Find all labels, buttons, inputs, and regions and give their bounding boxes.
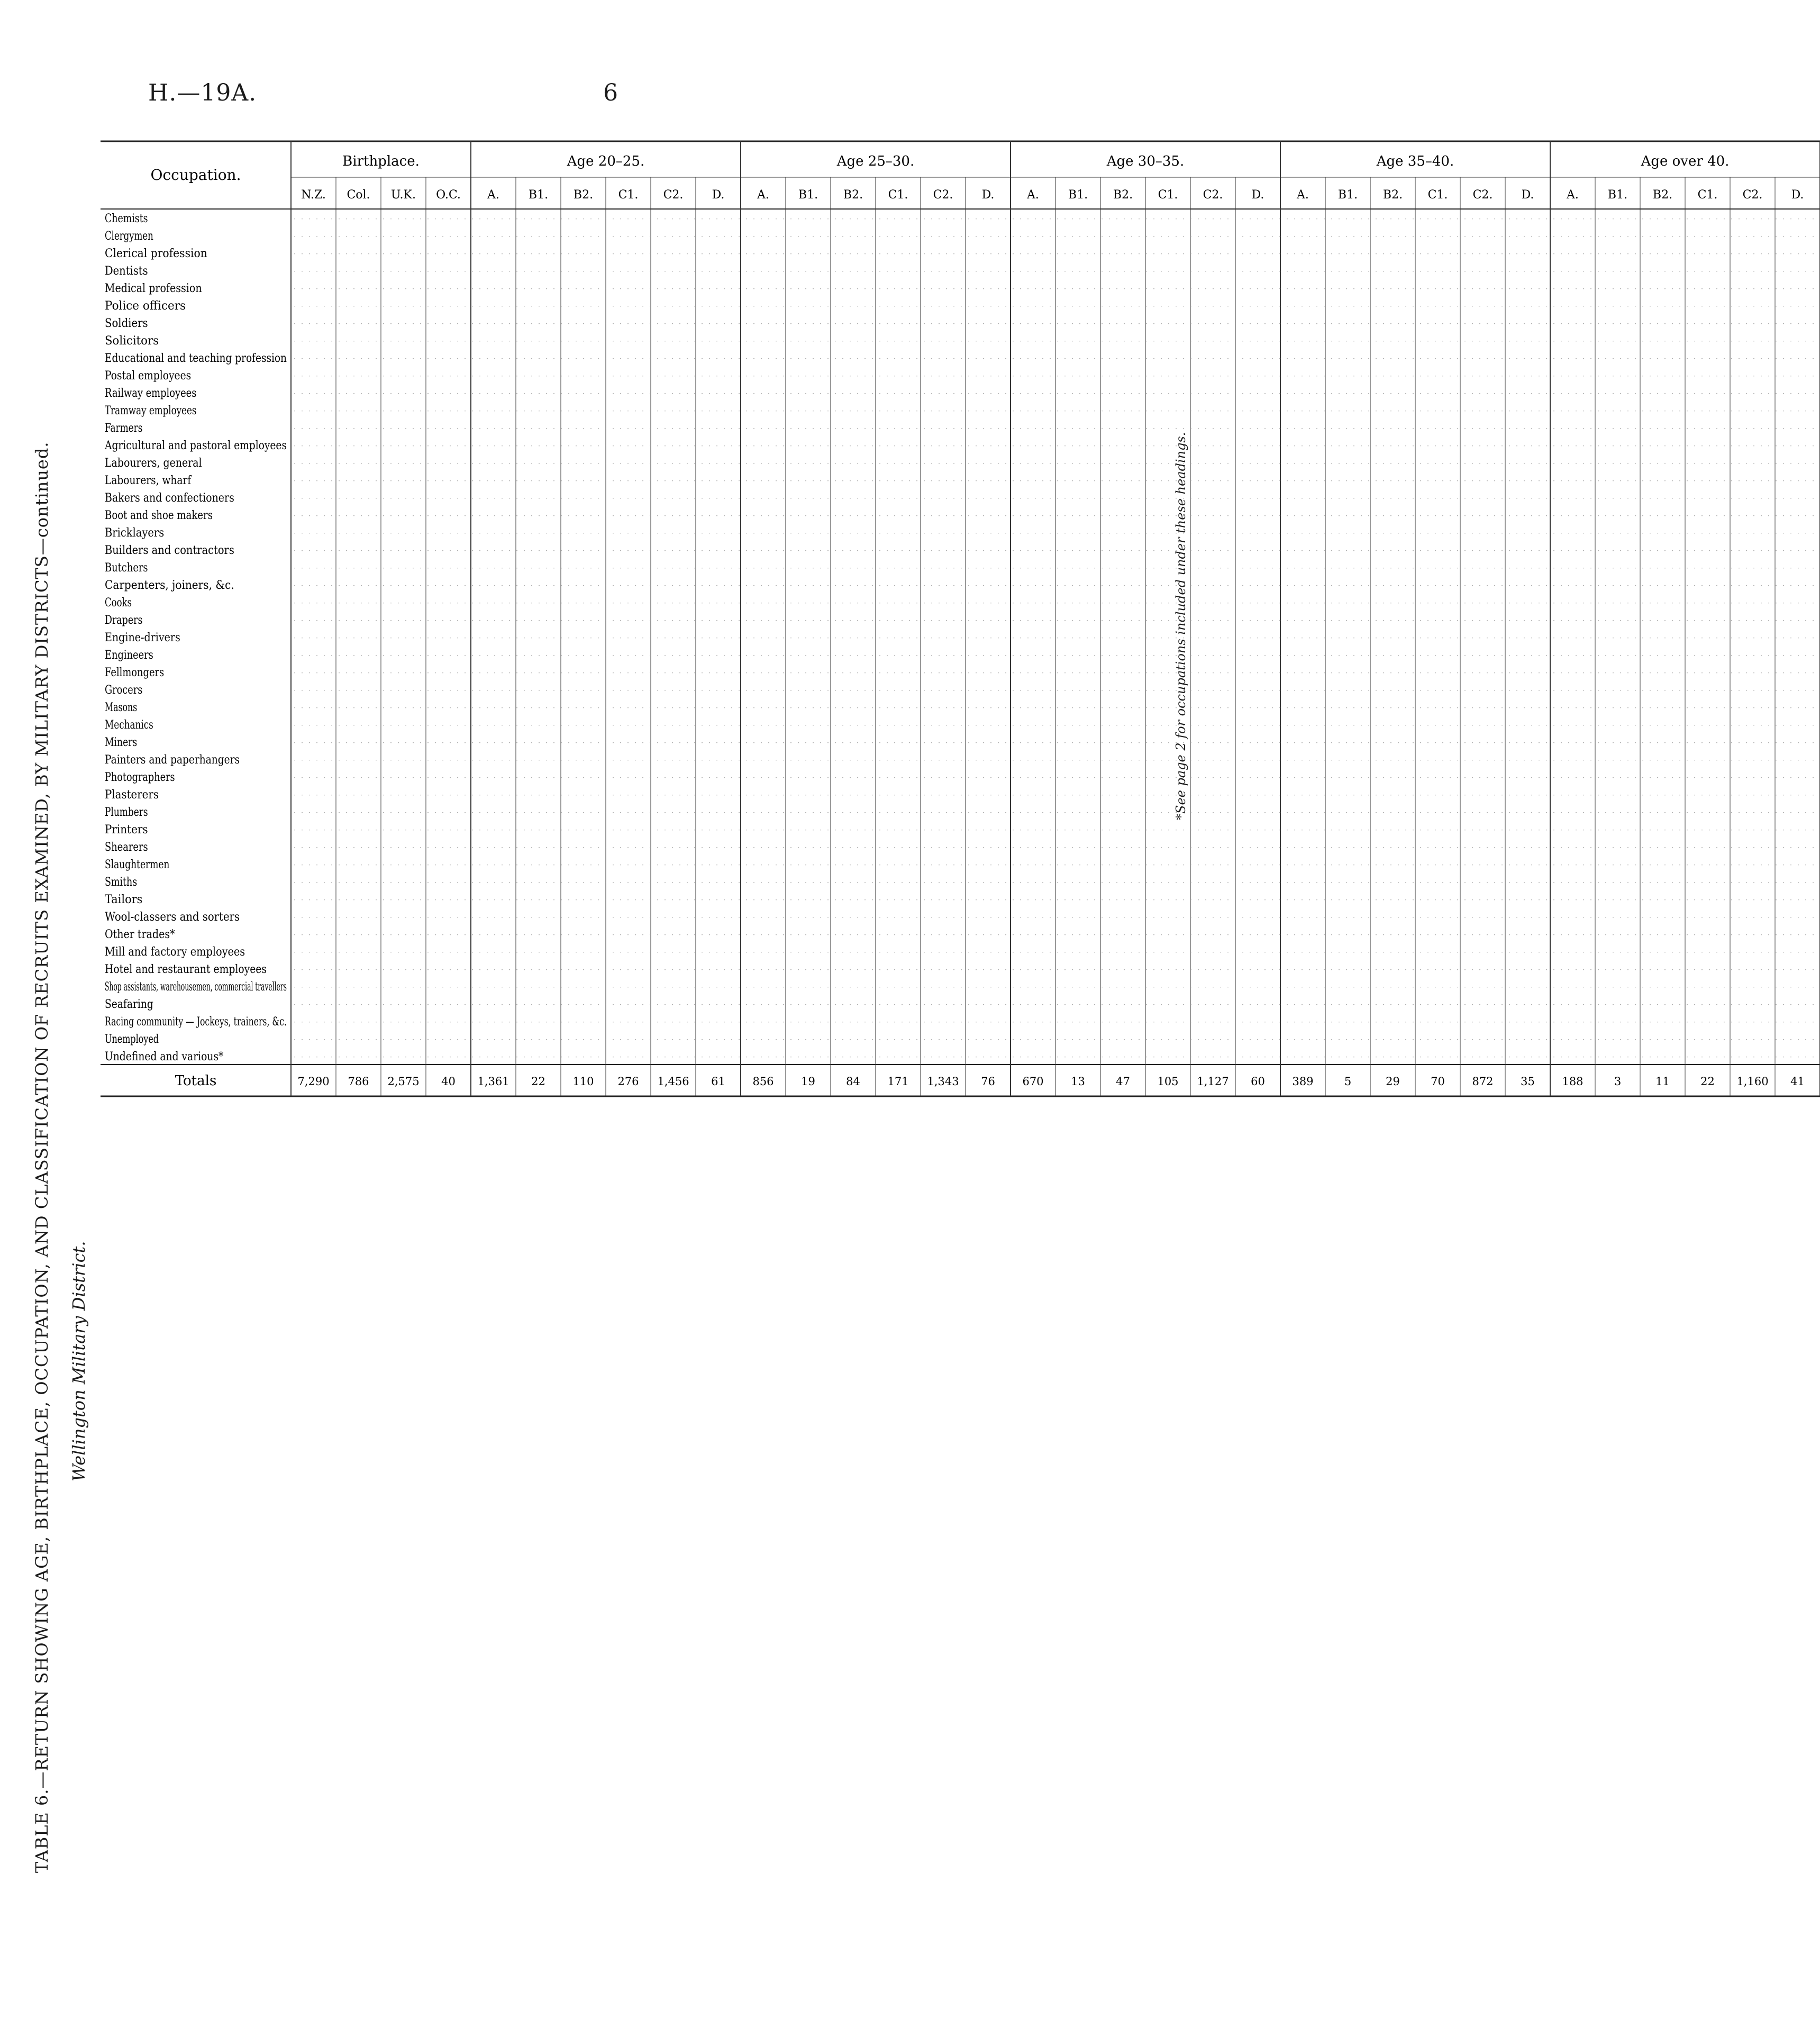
total-cell: 7,290 bbox=[297, 1075, 330, 1088]
class-col-header: C2. bbox=[1742, 188, 1763, 202]
age-group-header: Age over 40. bbox=[1641, 153, 1730, 169]
total-cell: 171 bbox=[887, 1075, 909, 1088]
occupation-row-label: Tailors bbox=[105, 893, 143, 906]
occupation-row-label: Drapers bbox=[105, 613, 143, 627]
occupation-row-label: Unemployed bbox=[105, 1032, 159, 1046]
class-col-header: A. bbox=[1567, 188, 1579, 202]
occupation-header: Occupation. bbox=[150, 166, 241, 184]
occupation-row-label: Engineers bbox=[105, 648, 153, 662]
total-cell: 60 bbox=[1251, 1075, 1265, 1088]
total-cell: 856 bbox=[752, 1075, 774, 1088]
occupation-row-label: Police officers bbox=[105, 299, 186, 313]
class-col-header: B2. bbox=[573, 188, 594, 202]
class-col-header: D. bbox=[712, 188, 725, 202]
occupation-row-label: Painters and paperhangers bbox=[105, 753, 240, 767]
occupation-row-label: Dentists bbox=[105, 264, 148, 278]
occupation-row-label: Railway employees bbox=[105, 386, 197, 400]
document-code: H.—19A. bbox=[148, 79, 257, 106]
occupation-row-label: Soldiers bbox=[105, 316, 148, 330]
class-col-header: D. bbox=[1521, 188, 1534, 202]
class-col-header: B2. bbox=[1652, 188, 1673, 202]
occupation-row-label: Cooks bbox=[105, 596, 132, 610]
occupation-row-label: Masons bbox=[105, 701, 138, 714]
birthplace-col-header: U.K. bbox=[391, 188, 416, 202]
birthplace-col-header: N.Z. bbox=[301, 188, 326, 202]
occupation-row-label: Miners bbox=[105, 735, 138, 749]
class-col-header: D. bbox=[1791, 188, 1804, 202]
total-cell: 61 bbox=[711, 1075, 725, 1088]
total-cell: 3 bbox=[1614, 1075, 1622, 1088]
occupation-row-label: Photographers bbox=[105, 770, 175, 784]
occupation-row-label: Fellmongers bbox=[105, 666, 165, 679]
table-subcaption: Wellington Military District. bbox=[69, 1241, 89, 1481]
total-cell: 22 bbox=[531, 1075, 545, 1088]
occupation-row-label: Labourers, general bbox=[105, 456, 202, 470]
total-cell: 11 bbox=[1655, 1075, 1670, 1088]
footnote: *See page 2 for occupations included under these headings. bbox=[1173, 432, 1188, 820]
occupation-row-label: Boot and shoe makers bbox=[105, 508, 213, 522]
table-caption: TABLE 6.—RETURN SHOWING AGE, BIRTHPLACE, OCCUPATION, AND CLASSIFICATION OF RECRUITS EXAMINED, BY MILITARY DISTRICTS—continued. bbox=[32, 441, 52, 1873]
total-cell: 47 bbox=[1116, 1075, 1130, 1088]
total-cell: 35 bbox=[1521, 1075, 1535, 1088]
total-cell: 76 bbox=[981, 1075, 995, 1088]
class-col-header: D. bbox=[981, 188, 995, 202]
occupation-row-label: Plasterers bbox=[105, 788, 159, 802]
class-col-header: C2. bbox=[933, 188, 953, 202]
occupation-row-label: Bricklayers bbox=[105, 526, 165, 540]
occupation-row-label: Chemists bbox=[105, 212, 148, 225]
class-col-header: C1. bbox=[1697, 188, 1718, 202]
occupation-row-label: Clerical profession bbox=[105, 247, 207, 260]
total-cell: 276 bbox=[617, 1075, 639, 1088]
class-col-header: C1. bbox=[1427, 188, 1448, 202]
class-col-header: B1. bbox=[1068, 188, 1088, 202]
table-svg bbox=[101, 140, 1820, 1168]
birthplace-col-header: Col. bbox=[347, 188, 370, 202]
occupation-row-label: Plumbers bbox=[105, 805, 148, 819]
class-col-header: B1. bbox=[798, 188, 818, 202]
class-col-header: C2. bbox=[1472, 188, 1493, 202]
birthplace-col-header: O.C. bbox=[436, 188, 461, 202]
birthplace-header: Birthplace. bbox=[342, 153, 420, 169]
total-cell: 22 bbox=[1700, 1075, 1715, 1088]
age-group-header: Age 35–40. bbox=[1376, 153, 1454, 169]
class-col-header: A. bbox=[1027, 188, 1039, 202]
occupation-row-label: Slaughtermen bbox=[105, 858, 170, 871]
occupation-row-label: Butchers bbox=[105, 561, 148, 575]
class-col-header: B1. bbox=[528, 188, 549, 202]
occupation-row-label: Builders and contractors bbox=[105, 543, 234, 557]
total-cell: 1,456 bbox=[657, 1075, 689, 1088]
occupation-row-label: Seafaring bbox=[105, 997, 153, 1011]
total-cell: 670 bbox=[1022, 1075, 1044, 1088]
total-cell: 13 bbox=[1071, 1075, 1085, 1088]
occupation-row-label: Shop assistants, warehousemen, commercial travellers bbox=[105, 980, 287, 994]
class-col-header: B2. bbox=[1113, 188, 1133, 202]
total-cell: 1,343 bbox=[927, 1075, 959, 1088]
occupation-row-label: Farmers bbox=[105, 421, 143, 435]
class-col-header: D. bbox=[1251, 188, 1264, 202]
total-cell: 5 bbox=[1344, 1075, 1352, 1088]
occupation-row-label: Smiths bbox=[105, 875, 138, 889]
occupation-row-label: Carpenters, joiners, &c. bbox=[105, 578, 234, 592]
total-cell: 1,361 bbox=[477, 1075, 509, 1088]
age-group-header: Age 25–30. bbox=[836, 153, 915, 169]
class-col-header: C2. bbox=[1203, 188, 1223, 202]
occupation-row-label: Wool-classers and sorters bbox=[105, 910, 240, 924]
class-col-header: B2. bbox=[1382, 188, 1403, 202]
total-cell: 105 bbox=[1157, 1075, 1179, 1088]
occupation-row-label: Mechanics bbox=[105, 718, 153, 732]
class-col-header: B1. bbox=[1607, 188, 1628, 202]
occupation-row-label: Agricultural and pastoral employees bbox=[104, 439, 287, 452]
class-col-header: C2. bbox=[663, 188, 684, 202]
total-cell: 786 bbox=[348, 1075, 369, 1088]
occupation-row-label: Printers bbox=[105, 823, 148, 836]
total-cell: 29 bbox=[1386, 1075, 1400, 1088]
total-cell: 84 bbox=[846, 1075, 860, 1088]
class-col-header: C1. bbox=[618, 188, 639, 202]
class-col-header: C1. bbox=[1158, 188, 1178, 202]
total-cell: 1,127 bbox=[1197, 1075, 1229, 1088]
total-cell: 70 bbox=[1431, 1075, 1445, 1088]
total-cell: 1,160 bbox=[1736, 1075, 1769, 1088]
class-col-header: C1. bbox=[888, 188, 908, 202]
class-col-header: B1. bbox=[1337, 188, 1358, 202]
occupation-row-label: Educational and teaching profession bbox=[105, 351, 287, 365]
occupation-row-label: Medical profession bbox=[105, 281, 202, 295]
class-col-header: A. bbox=[1297, 188, 1309, 202]
occupation-row-label: Hotel and restaurant employees bbox=[105, 962, 267, 976]
occupation-row-label: Labourers, wharf bbox=[105, 474, 192, 487]
total-cell: 19 bbox=[801, 1075, 815, 1088]
age-group-header: Age 20–25. bbox=[567, 153, 645, 169]
totals-label: Totals bbox=[175, 1073, 217, 1089]
age-group-header: Age 30–35. bbox=[1106, 153, 1185, 169]
total-cell: 41 bbox=[1790, 1075, 1805, 1088]
total-cell: 110 bbox=[572, 1075, 594, 1088]
occupation-row-label: Grocers bbox=[105, 683, 143, 697]
class-col-header: A. bbox=[757, 188, 769, 202]
total-cell: 2,575 bbox=[387, 1075, 420, 1088]
occupation-row-label: Tramway employees bbox=[105, 404, 197, 417]
occupation-row-label: Postal employees bbox=[105, 369, 192, 383]
class-col-header: B2. bbox=[843, 188, 863, 202]
total-cell: 872 bbox=[1472, 1075, 1494, 1088]
occupation-row-label: Other trades* bbox=[105, 927, 175, 941]
occupation-row-label: Clergymen bbox=[105, 229, 153, 243]
class-col-header: A. bbox=[487, 188, 499, 202]
occupation-row-label: Engine-drivers bbox=[105, 631, 180, 644]
page-number: 6 bbox=[603, 79, 618, 106]
occupation-row-label: Bakers and confectioners bbox=[105, 491, 234, 505]
total-cell: 40 bbox=[441, 1075, 456, 1088]
occupation-row-label: Mill and factory employees bbox=[105, 945, 245, 959]
occupation-row-label: Shearers bbox=[105, 840, 148, 854]
total-cell: 188 bbox=[1562, 1075, 1584, 1088]
occupation-row-label: Undefined and various* bbox=[105, 1050, 224, 1063]
total-cell: 389 bbox=[1292, 1075, 1314, 1088]
occupation-row-label: Racing community — Jockeys, trainers, &c. bbox=[105, 1015, 287, 1029]
occupation-row-label: Solicitors bbox=[105, 334, 159, 348]
